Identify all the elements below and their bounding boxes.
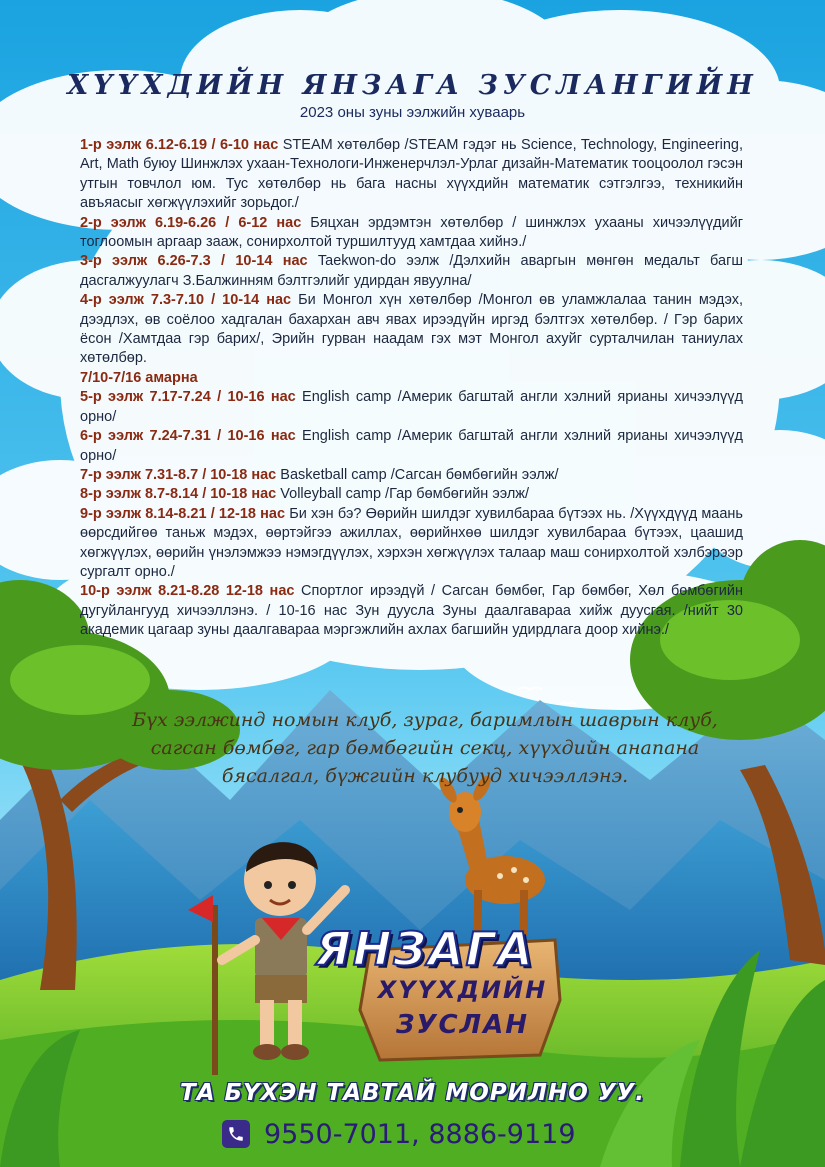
schedule-entry-description: Би Монгол хүн хөтөлбөр /Монгол өв уламжлалаа танин мэдэх, дээдлэх, өв соёлоо хадгалан бахархан авч явах ирээдүйн иргэд бэлтгэх хөтөлбөр. / Гэр барих ёсон /Хамтдаа гэр барих/, Эрийн гурван наадам гэх мэт Монгол ахуйг сурталчилан таниулах хөтөлбөр. <box>80 292 743 367</box>
phone-numbers: 9550-7011, 8886-9119 <box>264 1118 576 1150</box>
schedule-entry-period: 4-р ээлж 7.3-7.10 / 10-14 нас <box>80 292 292 309</box>
schedule-entry <box>80 485 743 504</box>
page-subtitle: 2023 оны зуны ээлжийн хуваарь <box>299 104 526 121</box>
activities-note: Бүх ээлжинд номын клуб, зураг, баримлын шаврын клуб, сагсан бөмбөг, гар бөмбөгийн секц, хүүхдийн анапана бясалгал, бүжгийн клубууд хичээллэнэ. <box>132 709 718 787</box>
rest-period-note <box>80 369 743 388</box>
schedule-entry-period: 6-р ээлж 7.24-7.31 / 10-16 нас <box>80 428 296 445</box>
schedule-entry <box>80 388 743 427</box>
schedule-entry <box>80 505 743 583</box>
schedule-entry-period: 5-р ээлж 7.17-7.24 / 10-16 нас <box>80 389 296 406</box>
schedule-entry-description: Бяцхан эрдэмтэн хөтөлбөр / шинжлэх ухааны хичээлүүдийг тоглоомын аргаар зааж, сонирхолтой туршилтууд хамтдаа хийнэ./ <box>80 214 743 251</box>
page-title: ХҮҮХДИЙН ЯНЗАГА ЗУСЛАНГИЙН <box>67 70 758 101</box>
schedule-entry-period: 7/10-7/16 амарна <box>80 369 198 386</box>
schedule-entry <box>80 582 743 640</box>
schedule-entry <box>80 466 743 485</box>
schedule-entry-period: 3-р ээлж 6.26-7.3 / 10-14 нас <box>80 253 308 270</box>
schedule-entry-description: Спортлог ирээдүй / Сагсан бөмбөг, Гар бөмбөг, Хөл бөмбөгийн дугуйлангууд хичээллэнэ. / 10-16 нас Зун дуусла Зуны даалгавараа хийж дуусгая. /нийт 30 академик цагаар зуны даалгавараа мэргэжлийн ахлах багшийн удирдлага доор хийнэ./ <box>80 583 743 639</box>
phone-icon <box>222 1120 250 1148</box>
schedule-entry-period: 10-р ээлж 8.21-8.28 12-18 нас <box>80 583 295 600</box>
logo-line-2: ЗУСЛАН <box>395 1010 530 1040</box>
schedule-entry-description: Volleyball camp /Гар бөмбөгийн ээлж/ <box>276 486 530 503</box>
schedule-entry <box>80 214 743 253</box>
schedule-entry-period: 7-р ээлж 7.31-8.7 / 10-18 нас <box>80 466 277 483</box>
schedule-entry-description: STEAM хөтөлбөр /STEAM гэдэг нь Science, Technology, Engineering, Art, Math буюу Шинжлэх ухаан-Технологи-Инженерчлэл-Урлаг дизайн-Математик тооцоолол гэсэн утгын товчлол юм. Тус хөтөлбөр нь бага насны хүүхдийн математик сэтгэлгээ, техникийн авъяасыг хөгжүүлэхийг зорьдог./ <box>80 137 743 212</box>
schedule-entry-period: 9-р ээлж 8.14-8.21 / 12-18 нас <box>80 505 286 522</box>
schedule-list <box>80 136 743 641</box>
logo-line-1: ХҮҮХДИЙН <box>377 976 548 1004</box>
schedule-entry <box>80 291 743 369</box>
schedule-entry-period: 2-р ээлж 6.19-6.26 / 6-12 нас <box>80 214 302 231</box>
schedule-entry-description: Taekwon-do ээлж /Дэлхийн аваргын мөнгөн медальт багш дасгалжуулагч З.Балжинням бэлтгэлийг удирдан явуулна/ <box>80 253 743 289</box>
logo-title: ЯНЗАГА <box>315 922 535 976</box>
welcome-text: ТА БҮХЭН ТАВТАЙ МОРИЛНО УУ. <box>180 1080 645 1106</box>
schedule-entry-description: Basketball camp /Сагсан бөмбөгийн ээлж/ <box>276 466 559 483</box>
schedule-entry <box>80 252 743 291</box>
schedule-entry-period: 1-р ээлж 6.12-6.19 / 6-10 нас <box>80 137 279 153</box>
schedule-entry <box>80 136 743 214</box>
schedule-entry-description: English camp /Америк багштай англи хэлний ярианы хичээлүүд орно/ <box>80 428 743 464</box>
schedule-entry-description: English camp /Америк багштай англи хэлний ярианы хичээлүүд орно/ <box>80 389 743 425</box>
schedule-entry-period: 8-р ээлж 8.7-8.14 / 10-18 нас <box>80 486 277 503</box>
phone-row <box>222 1116 576 1152</box>
schedule-entry <box>80 427 743 466</box>
schedule-entry-description: Би хэн бэ? Өөрийн шилдэг хувилбараа бүтээх нь. /Хүүхдүүд маань өөрсдийгөө таньж мэдэх, өөртэйгээ ажиллах, өөрийнхөө шилдэг хувилбараа бүтээх, цаашид хөгжүүлэх, өөрийн үнэлэмжээ нэмэгдүүлэх, хэрхэн хөгжүүлэх талаар маш сонирхолтой хэлбэрээр сургалт орно./ <box>80 505 743 580</box>
